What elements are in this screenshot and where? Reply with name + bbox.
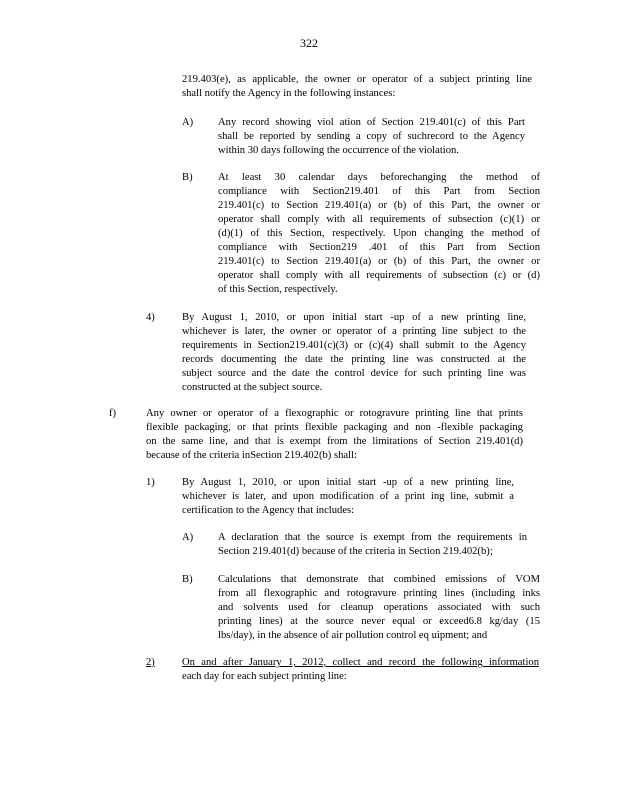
text-line: shall be reported by sending a copy of suchrecord to the Agency <box>218 131 525 142</box>
item-label-f: f) <box>109 408 117 419</box>
text-line: whichever is later, the owner or operator of a printing line subject to the <box>182 326 526 337</box>
text-line: requirements in Section219.401(c)(3) or (c)(4) shall submit to the Agency <box>182 340 526 351</box>
text-line: flexible packaging, or that prints flexible packaging and non -flexible packaging <box>146 422 523 433</box>
text-line: subject source and the date the control device for such printing line was <box>182 368 526 379</box>
item-label-4: 4) <box>146 312 155 323</box>
text-line: 219.401(c) to Section 219.401(a) or (b) of this Part, the owner or <box>218 200 540 211</box>
text-line: shall notify the Agency in the following instances: <box>182 88 396 99</box>
item-4-construction-records <box>182 311 526 395</box>
item-label-A: A) <box>182 117 194 128</box>
text-line: A declaration that the source is exempt from the requirements in <box>218 532 527 543</box>
item-label-B: B) <box>182 574 193 585</box>
text-line: By August 1, 2010, or upon initial start -up of a new printing line, <box>182 477 514 488</box>
text-line: of this Section, respectively. <box>218 284 338 295</box>
text-line: compliance with Section219.401 of this Part from Section <box>218 186 540 197</box>
text-line: At least 30 calendar days beforechanging the method of <box>218 172 540 183</box>
text-line: Any owner or operator of a flexographic or rotogravure printing line that prints <box>146 408 523 419</box>
text-line: records documenting the date the printing line was constructed at the <box>182 354 526 365</box>
item-label-A: A) <box>182 532 194 543</box>
text-line: 219.401(c) to Section 219.401(a) or (b) of this Part, the owner or <box>218 256 540 267</box>
text-line: operator shall comply with all requirements of subsection (c)(1) or <box>218 214 540 225</box>
item-A-declaration <box>218 531 527 559</box>
item-f-exempt-lines <box>146 407 523 463</box>
text-line: compliance with Section219 .401 of this Part from Section <box>218 242 540 253</box>
text-line: operator shall comply with all requirements of subsection (c) or (d) <box>218 270 540 281</box>
text-line: Section 219.401(d) because of the criteria in Section 219.402(b); <box>218 546 493 557</box>
item-B-calculations <box>218 573 540 643</box>
text-line: Any record showing viol ation of Section 219.401(c) of this Part <box>218 117 525 128</box>
text-line: constructed at the subject source. <box>182 382 323 393</box>
text-line: on the same line, and that is exempt from the limitations of Section 219.401(d) <box>146 436 523 447</box>
text-line: lbs/day), in the absence of air pollution control eq uipment; and <box>218 630 488 641</box>
text-line: each day for each subject printing line: <box>182 671 347 682</box>
text-line: because of the criteria inSection 219.402(b) shall: <box>146 450 357 461</box>
item-2-daily-records <box>182 656 539 684</box>
item-1-certification <box>182 476 514 518</box>
text-line: On and after January 1, 2012, collect and record the following information <box>182 657 539 668</box>
item-A-record-violation <box>218 116 525 158</box>
text-line: from all flexographic and rotogravure printing lines (including inks <box>218 588 540 599</box>
item-label-2: 2) <box>146 657 155 668</box>
text-line: whichever is later, and upon modification of a print ing line, submit a <box>182 491 514 502</box>
item-B-change-compliance <box>218 171 540 297</box>
text-line: within 30 days following the occurrence of the violation. <box>218 145 459 156</box>
item-label-B: B) <box>182 172 193 183</box>
text-line: (d)(1) of this Section, respectively. Upon changing the method of <box>218 228 540 239</box>
text-line: printing lines) at the source never equal or exceed6.8 kg/day (15 <box>218 616 540 627</box>
text-line: 219.403(e), as applicable, the owner or operator of a subject printing line <box>182 74 532 85</box>
text-line: certification to the Agency that includes: <box>182 505 355 516</box>
text-line: By August 1, 2010, or upon initial start -up of a new printing line, <box>182 312 526 323</box>
page-number: 322 <box>300 36 318 50</box>
intro-paragraph <box>182 73 532 101</box>
item-label-1: 1) <box>146 477 155 488</box>
text-line: Calculations that demonstrate that combined emissions of VOM <box>218 574 540 585</box>
text-line: and solvents used for cleanup operations associated with such <box>218 602 540 613</box>
